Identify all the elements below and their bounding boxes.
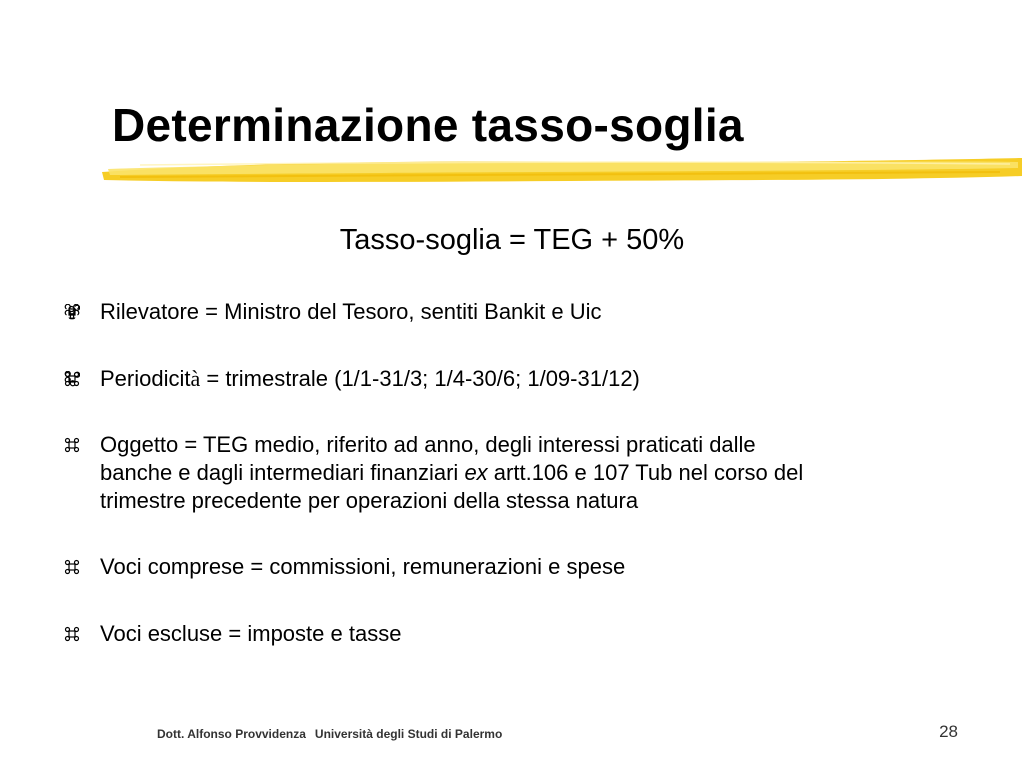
- bullet-text-prefix: Periodicit: [100, 366, 191, 391]
- bullet-item-voci-escluse: [60, 620, 960, 648]
- bullet-line-1: Oggetto = TEG medio, riferito ad anno, degli interessi praticati dalle: [100, 432, 756, 457]
- bullet-line-2-italic: ex: [464, 460, 488, 485]
- bullet-list: [60, 298, 960, 687]
- bullet-text: Voci escluse = imposte e tasse: [100, 621, 402, 646]
- bullet-item-rilevatore: [60, 298, 960, 326]
- slide-title: Determinazione tasso-soglia: [112, 99, 744, 151]
- command-key-icon: [64, 620, 86, 648]
- command-key-icon: [64, 553, 86, 581]
- footer-author: Dott. Alfonso Provvidenza: [157, 727, 306, 741]
- bullet-text: Rilevatore = Ministro del Tesoro, sentiti Bankit e Uic: [100, 299, 602, 324]
- page-number: 28: [939, 722, 958, 741]
- command-key-icon: [64, 365, 86, 393]
- bullet-line-3: trimestre precedente per operazioni della stessa natura: [100, 488, 639, 513]
- bullet-text-rest: = trimestrale (1/1-31/3; 1/4-30/6; 1/09-31/12): [200, 366, 640, 391]
- command-key-icon: [64, 431, 86, 459]
- bullet-text-accent: à: [190, 366, 201, 391]
- bullet-item-oggetto: [60, 431, 960, 515]
- bullet-line-2-prefix: banche e dagli intermediari finanziari: [100, 460, 465, 485]
- slide-footer: [157, 727, 502, 741]
- footer-university: Università degli Studi di Palermo: [314, 727, 503, 741]
- command-key-icon: [64, 298, 86, 326]
- bullet-item-voci-comprese: [60, 553, 960, 581]
- bullet-text: Voci comprese = commissioni, remunerazioni e spese: [100, 554, 626, 579]
- title-highlight-stroke: [100, 150, 1024, 188]
- bullet-line-2-rest: artt.106 e 107 Tub nel corso del: [487, 460, 804, 485]
- bullet-item-periodicita: [60, 365, 960, 393]
- slide-subtitle: Tasso-soglia = TEG + 50%: [339, 224, 685, 256]
